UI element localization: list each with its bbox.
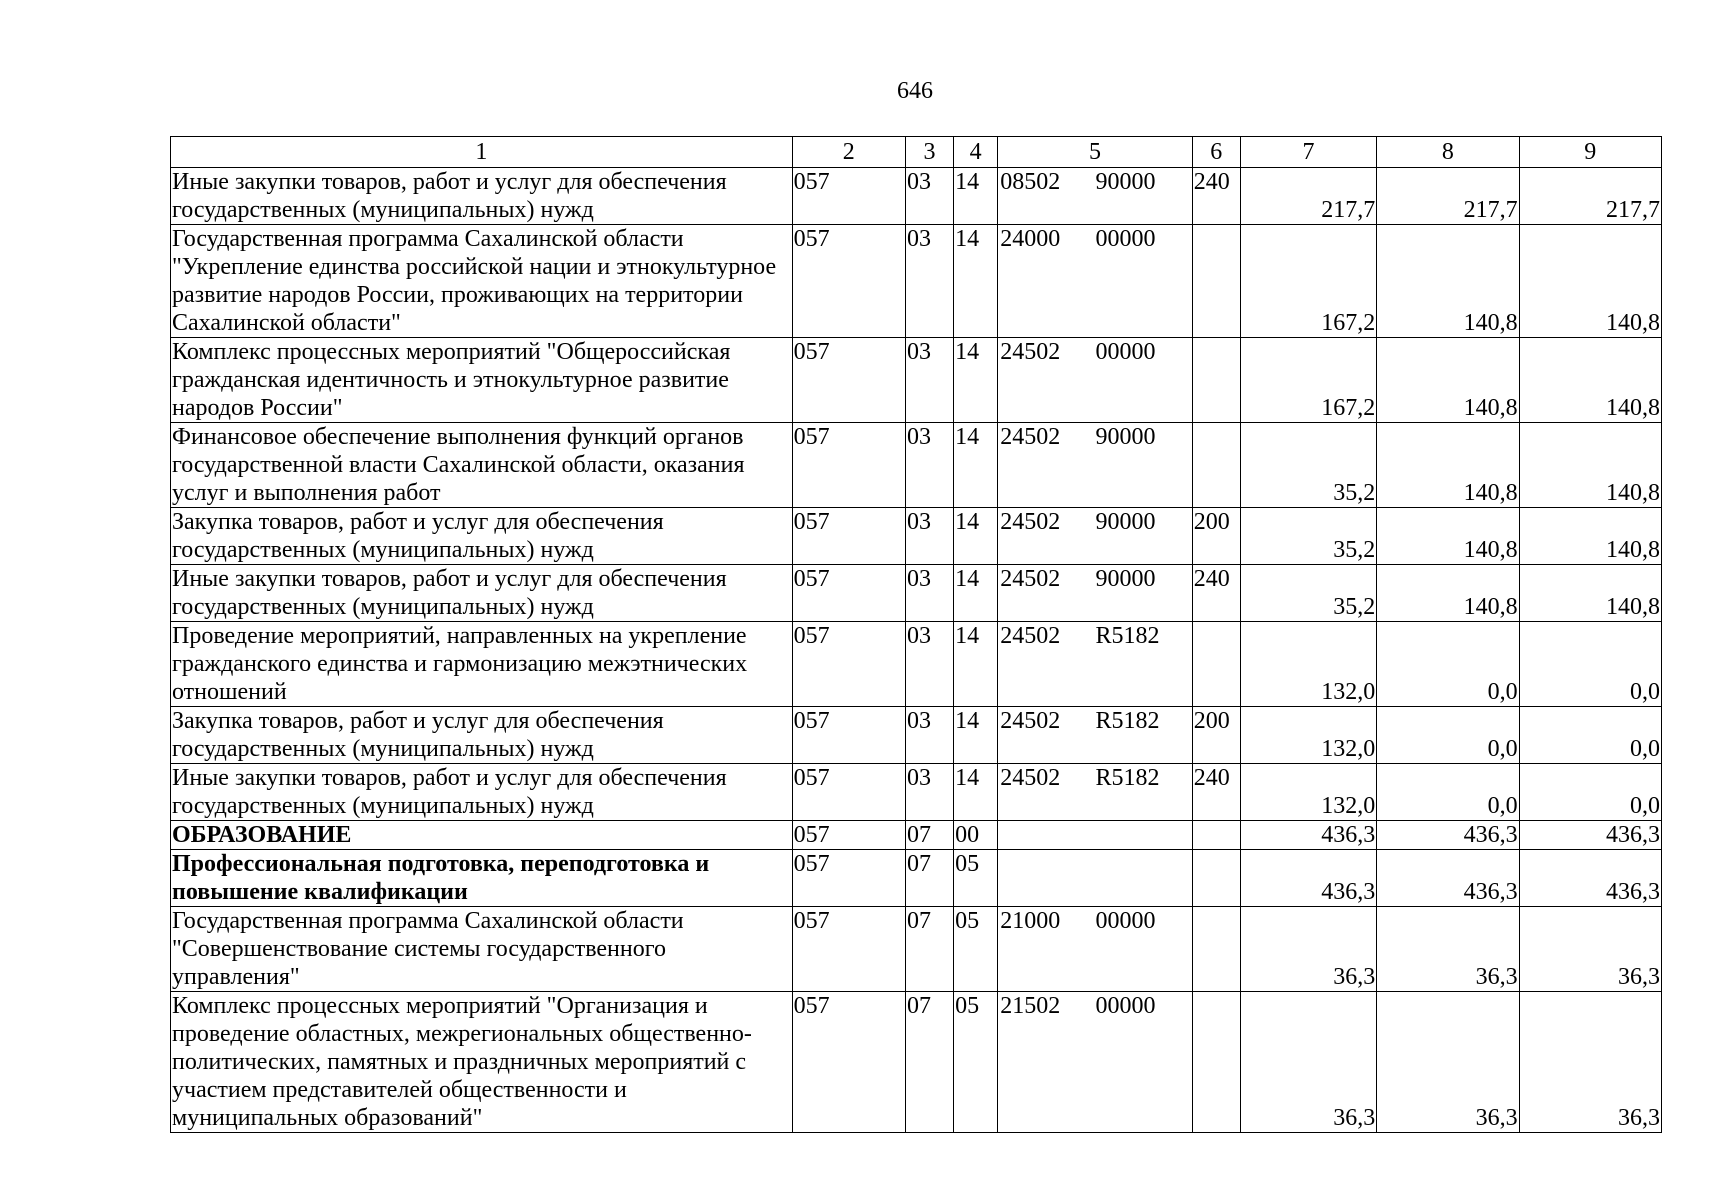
- expense-type-code: 200: [1192, 707, 1240, 764]
- amount-col-9: 0,0: [1519, 764, 1661, 821]
- target-article-program: 21000: [1000, 908, 1061, 934]
- section-code: 03: [905, 338, 953, 423]
- expense-type-code: [1192, 423, 1240, 508]
- amount-col-7: 132,0: [1240, 707, 1376, 764]
- ministry-code: 057: [792, 565, 905, 622]
- subsection-code: 05: [954, 992, 998, 1133]
- amount-col-7: 35,2: [1240, 423, 1376, 508]
- target-article-direction: R5182: [1095, 765, 1160, 791]
- ministry-code: 057: [792, 508, 905, 565]
- table-row: [171, 821, 1662, 850]
- row-description: Финансовое обеспечение выполнения функций органов государственной власти Сахалинской области, оказания услуг и выполнения работ: [171, 423, 793, 508]
- target-article-program: 24502: [1000, 566, 1061, 592]
- ministry-code: 057: [792, 423, 905, 508]
- row-description: Иные закупки товаров, работ и услуг для обеспечения государственных (муниципальных) нужд: [171, 764, 793, 821]
- amount-col-7: 132,0: [1240, 622, 1376, 707]
- table-row: [171, 225, 1662, 338]
- subsection-code: 14: [954, 565, 998, 622]
- amount-col-7: 436,3: [1240, 850, 1376, 907]
- target-article-cell: [998, 423, 1193, 508]
- column-header: 9: [1519, 137, 1661, 168]
- target-article-direction: 90000: [1095, 169, 1156, 195]
- section-code: 03: [905, 565, 953, 622]
- amount-col-8: 140,8: [1377, 508, 1519, 565]
- row-description: Иные закупки товаров, работ и услуг для обеспечения государственных (муниципальных) нужд: [171, 565, 793, 622]
- row-description: Проведение мероприятий, направленных на укрепление гражданского единства и гармонизацию межэтнических отношений: [171, 622, 793, 707]
- section-code: 03: [905, 764, 953, 821]
- amount-col-9: 436,3: [1519, 821, 1661, 850]
- target-article-program: 24502: [1000, 509, 1061, 535]
- target-article-direction: 90000: [1095, 509, 1156, 535]
- ministry-code: 057: [792, 907, 905, 992]
- table-row: [171, 423, 1662, 508]
- amount-col-9: 140,8: [1519, 423, 1661, 508]
- amount-col-9: 0,0: [1519, 707, 1661, 764]
- subsection-code: 14: [954, 423, 998, 508]
- amount-col-8: 0,0: [1377, 707, 1519, 764]
- target-article-direction: 00000: [1095, 339, 1156, 365]
- column-header: 4: [954, 137, 998, 168]
- amount-col-7: 132,0: [1240, 764, 1376, 821]
- target-article-program: 24502: [1000, 765, 1061, 791]
- table-row: [171, 622, 1662, 707]
- amount-col-8: 0,0: [1377, 764, 1519, 821]
- row-description: Комплекс процессных мероприятий "Общероссийская гражданская идентичность и этнокультурное развитие народов России": [171, 338, 793, 423]
- column-header: 7: [1240, 137, 1376, 168]
- amount-col-9: 140,8: [1519, 565, 1661, 622]
- expense-type-code: 240: [1192, 565, 1240, 622]
- column-header: 8: [1377, 137, 1519, 168]
- amount-col-7: 167,2: [1240, 338, 1376, 423]
- table-row: [171, 992, 1662, 1133]
- target-article-program: 24502: [1000, 708, 1061, 734]
- budget-table: [170, 136, 1662, 1133]
- row-description: Комплекс процессных мероприятий "Организация и проведение областных, межрегиональных общественно-политических, памятных и праздничных мероприятий с участием представителей общественности и муниципальных образований": [171, 992, 793, 1133]
- amount-col-8: 436,3: [1377, 850, 1519, 907]
- row-description: Государственная программа Сахалинской области "Укрепление единства российской нации и этнокультурное развитие народов России, проживающих на территории Сахалинской области": [171, 225, 793, 338]
- amount-col-9: 36,3: [1519, 907, 1661, 992]
- target-article-program: 08502: [1000, 169, 1061, 195]
- target-article-cell: [998, 622, 1193, 707]
- target-article-direction: 90000: [1095, 424, 1156, 450]
- expense-type-code: 200: [1192, 508, 1240, 565]
- target-article-cell: [998, 338, 1193, 423]
- subsection-code: 14: [954, 338, 998, 423]
- target-article-cell: [998, 764, 1193, 821]
- target-article-direction: 90000: [1095, 566, 1156, 592]
- subsection-code: 14: [954, 168, 998, 225]
- section-code: 03: [905, 168, 953, 225]
- ministry-code: 057: [792, 338, 905, 423]
- subsection-code: 00: [954, 821, 998, 850]
- amount-col-8: 140,8: [1377, 423, 1519, 508]
- subsection-code: 14: [954, 508, 998, 565]
- amount-col-8: 0,0: [1377, 622, 1519, 707]
- target-article-program: 24502: [1000, 339, 1061, 365]
- table-row: [171, 508, 1662, 565]
- section-code: 03: [905, 423, 953, 508]
- section-code: 07: [905, 907, 953, 992]
- column-header: 2: [792, 137, 905, 168]
- table-row: [171, 764, 1662, 821]
- target-article-cell: [998, 707, 1193, 764]
- target-article-cell: [998, 850, 1193, 907]
- subsection-code: 05: [954, 907, 998, 992]
- amount-col-9: 140,8: [1519, 225, 1661, 338]
- row-description: Иные закупки товаров, работ и услуг для обеспечения государственных (муниципальных) нужд: [171, 168, 793, 225]
- table-row: [171, 338, 1662, 423]
- expense-type-code: [1192, 907, 1240, 992]
- amount-col-9: 0,0: [1519, 622, 1661, 707]
- subsection-code: 14: [954, 225, 998, 338]
- target-article-cell: [998, 225, 1193, 338]
- amount-col-7: 167,2: [1240, 225, 1376, 338]
- row-description: Закупка товаров, работ и услуг для обеспечения государственных (муниципальных) нужд: [171, 707, 793, 764]
- target-article-cell: [998, 907, 1193, 992]
- section-code: 03: [905, 707, 953, 764]
- expense-type-code: 240: [1192, 168, 1240, 225]
- ministry-code: 057: [792, 622, 905, 707]
- amount-col-9: 217,7: [1519, 168, 1661, 225]
- amount-col-7: 217,7: [1240, 168, 1376, 225]
- target-article-cell: [998, 821, 1193, 850]
- section-code: 07: [905, 850, 953, 907]
- expense-type-code: [1192, 622, 1240, 707]
- subsection-code: 14: [954, 622, 998, 707]
- column-header: 5: [998, 137, 1193, 168]
- expense-type-code: 240: [1192, 764, 1240, 821]
- amount-col-8: 140,8: [1377, 338, 1519, 423]
- target-article-cell: [998, 992, 1193, 1133]
- amount-col-8: 217,7: [1377, 168, 1519, 225]
- subsection-code: 14: [954, 764, 998, 821]
- amount-col-8: 436,3: [1377, 821, 1519, 850]
- subsection-code: 05: [954, 850, 998, 907]
- column-header: 3: [905, 137, 953, 168]
- row-description: Государственная программа Сахалинской области "Совершенствование системы государственного управления": [171, 907, 793, 992]
- amount-col-8: 36,3: [1377, 907, 1519, 992]
- amount-col-7: 35,2: [1240, 565, 1376, 622]
- amount-col-9: 36,3: [1519, 992, 1661, 1133]
- target-article-cell: [998, 508, 1193, 565]
- expense-type-code: [1192, 338, 1240, 423]
- target-article-direction: R5182: [1095, 708, 1160, 734]
- expense-type-code: [1192, 821, 1240, 850]
- amount-col-9: 436,3: [1519, 850, 1661, 907]
- amount-col-9: 140,8: [1519, 508, 1661, 565]
- ministry-code: 057: [792, 821, 905, 850]
- ministry-code: 057: [792, 168, 905, 225]
- target-article-direction: R5182: [1095, 623, 1160, 649]
- expense-type-code: [1192, 225, 1240, 338]
- target-article-cell: [998, 168, 1193, 225]
- target-article-program: 21502: [1000, 993, 1061, 1019]
- amount-col-7: 36,3: [1240, 992, 1376, 1133]
- page-number: 646: [897, 78, 933, 104]
- table-row: [171, 707, 1662, 764]
- table-row: [171, 168, 1662, 225]
- table-row: [171, 565, 1662, 622]
- amount-col-7: 36,3: [1240, 907, 1376, 992]
- row-description: Профессиональная подготовка, переподготовка и повышение квалификации: [171, 850, 793, 907]
- section-code: 03: [905, 622, 953, 707]
- expense-type-code: [1192, 992, 1240, 1133]
- table-row: [171, 907, 1662, 992]
- table-header-row: [171, 137, 1662, 168]
- subsection-code: 14: [954, 707, 998, 764]
- amount-col-9: 140,8: [1519, 338, 1661, 423]
- amount-col-8: 140,8: [1377, 565, 1519, 622]
- ministry-code: 057: [792, 992, 905, 1133]
- section-code: 07: [905, 821, 953, 850]
- section-code: 03: [905, 508, 953, 565]
- row-description: ОБРАЗОВАНИЕ: [171, 821, 793, 850]
- ministry-code: 057: [792, 707, 905, 764]
- ministry-code: 057: [792, 764, 905, 821]
- target-article-direction: 00000: [1095, 908, 1156, 934]
- amount-col-8: 140,8: [1377, 225, 1519, 338]
- ministry-code: 057: [792, 850, 905, 907]
- target-article-direction: 00000: [1095, 993, 1156, 1019]
- expense-type-code: [1192, 850, 1240, 907]
- target-article-program: 24000: [1000, 226, 1061, 252]
- row-description: Закупка товаров, работ и услуг для обеспечения государственных (муниципальных) нужд: [171, 508, 793, 565]
- section-code: 03: [905, 225, 953, 338]
- amount-col-7: 436,3: [1240, 821, 1376, 850]
- amount-col-8: 36,3: [1377, 992, 1519, 1133]
- target-article-cell: [998, 565, 1193, 622]
- table-row: [171, 850, 1662, 907]
- target-article-program: 24502: [1000, 623, 1061, 649]
- column-header: 6: [1192, 137, 1240, 168]
- target-article-program: 24502: [1000, 424, 1061, 450]
- column-header: 1: [171, 137, 793, 168]
- section-code: 07: [905, 992, 953, 1133]
- amount-col-7: 35,2: [1240, 508, 1376, 565]
- ministry-code: 057: [792, 225, 905, 338]
- target-article-direction: 00000: [1095, 226, 1156, 252]
